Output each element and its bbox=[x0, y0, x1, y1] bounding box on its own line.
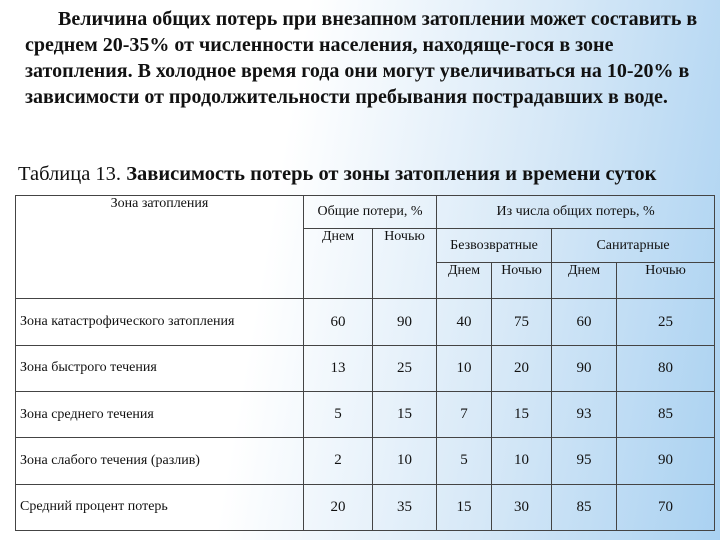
table-row bbox=[16, 299, 715, 345]
caption-number: Таблица 13. bbox=[18, 163, 122, 185]
header-night: Ночью bbox=[373, 229, 437, 299]
losses-table bbox=[15, 195, 715, 531]
cell-value: 90 bbox=[617, 438, 715, 484]
header-san-night: Ночью bbox=[617, 262, 715, 299]
row-label: Зона слабого течения (разлив) bbox=[16, 438, 304, 484]
cell-value: 85 bbox=[552, 484, 617, 530]
table-caption bbox=[18, 161, 718, 187]
header-irrecoverable: Безвозвратные bbox=[437, 229, 552, 262]
cell-value: 25 bbox=[373, 345, 437, 391]
header-irr-day: Днем bbox=[437, 262, 492, 299]
cell-value: 20 bbox=[492, 345, 552, 391]
row-label: Средний процент потерь bbox=[16, 484, 304, 530]
cell-value: 85 bbox=[617, 392, 715, 438]
table-row bbox=[16, 438, 715, 484]
cell-value: 13 bbox=[304, 345, 373, 391]
header-day: Днем bbox=[304, 229, 373, 299]
cell-value: 7 bbox=[437, 392, 492, 438]
cell-value: 5 bbox=[304, 392, 373, 438]
cell-value: 15 bbox=[492, 392, 552, 438]
header-zone: Зона затопления bbox=[16, 196, 304, 299]
cell-value: 5 bbox=[437, 438, 492, 484]
cell-value: 80 bbox=[617, 345, 715, 391]
cell-value: 93 bbox=[552, 392, 617, 438]
cell-value: 30 bbox=[492, 484, 552, 530]
cell-value: 10 bbox=[437, 345, 492, 391]
cell-value: 10 bbox=[492, 438, 552, 484]
cell-value: 10 bbox=[373, 438, 437, 484]
header-sanitary: Санитарные bbox=[552, 229, 715, 262]
cell-value: 90 bbox=[373, 299, 437, 345]
table-row bbox=[16, 484, 715, 530]
header-san-day: Днем bbox=[552, 262, 617, 299]
row-label: Зона быстрого течения bbox=[16, 345, 304, 391]
header-irr-night: Ночью bbox=[492, 262, 552, 299]
cell-value: 20 bbox=[304, 484, 373, 530]
cell-value: 70 bbox=[617, 484, 715, 530]
caption-title: Зависимость потерь от зоны затопления и времени суток bbox=[126, 163, 657, 185]
header-total: Общие потери, % bbox=[304, 196, 437, 229]
cell-value: 60 bbox=[304, 299, 373, 345]
table-row bbox=[16, 345, 715, 391]
header-of-total: Из числа общих потерь, % bbox=[437, 196, 715, 229]
cell-value: 60 bbox=[552, 299, 617, 345]
cell-value: 75 bbox=[492, 299, 552, 345]
row-label: Зона среднего течения bbox=[16, 392, 304, 438]
table-row bbox=[16, 392, 715, 438]
cell-value: 2 bbox=[304, 438, 373, 484]
cell-value: 35 bbox=[373, 484, 437, 530]
intro-paragraph: Величина общих потерь при внезапном затоплении может составить в среднем 20-35% от численности населения, находяще-гося в зоне затопления. В холодное время года они могут увеличиваться на 10-20% в зависимости от продолжительности пребывания пострадавших в воде. bbox=[25, 8, 698, 108]
cell-value: 95 bbox=[552, 438, 617, 484]
cell-value: 40 bbox=[437, 299, 492, 345]
cell-value: 90 bbox=[552, 345, 617, 391]
cell-value: 15 bbox=[373, 392, 437, 438]
row-label: Зона катастрофического затопления bbox=[16, 299, 304, 345]
cell-value: 15 bbox=[437, 484, 492, 530]
cell-value: 25 bbox=[617, 299, 715, 345]
